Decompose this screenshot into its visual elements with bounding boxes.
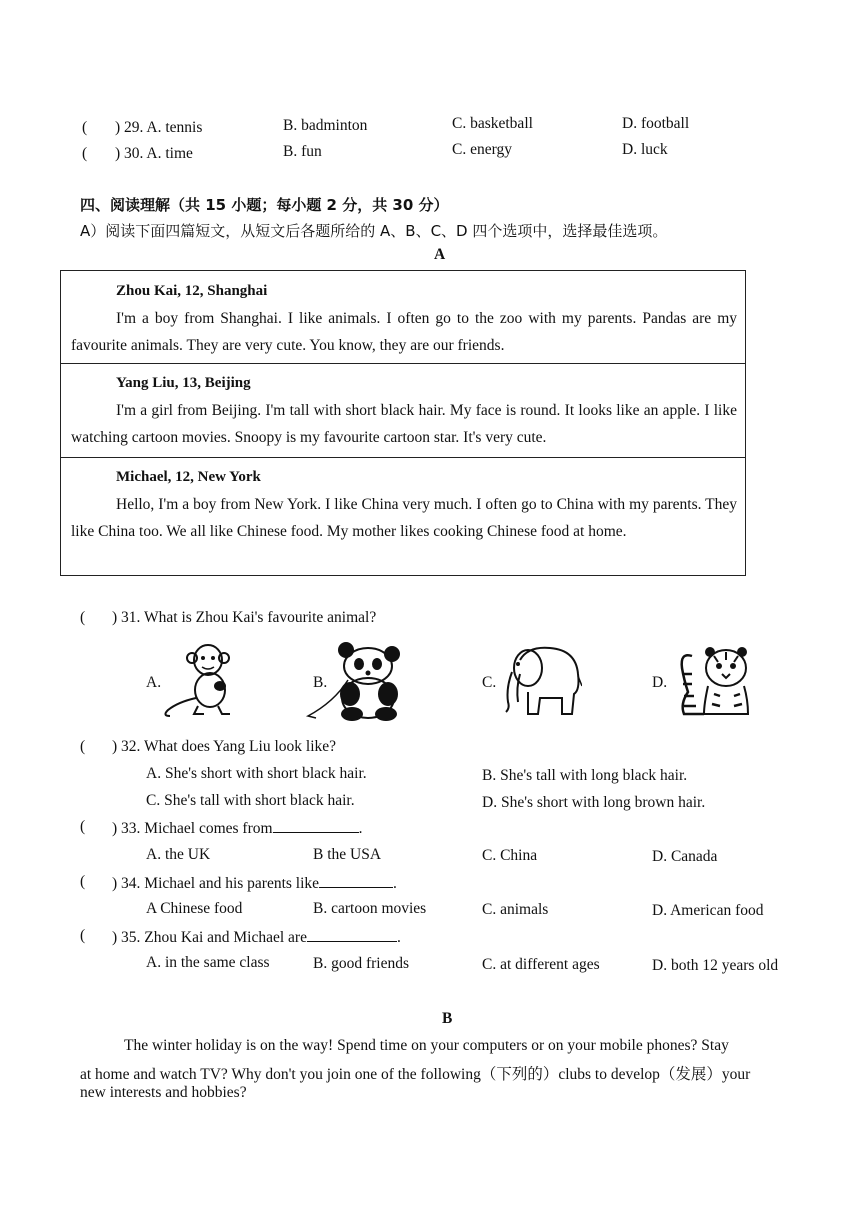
question-stem: ) 34. Michael and his parents like	[112, 875, 320, 892]
option-d-label: D.	[652, 674, 668, 691]
entry-title: Michael, 12, New York	[116, 469, 261, 485]
option-c: C. basketball	[452, 115, 533, 132]
option-d: D. both 12 years old	[652, 957, 779, 974]
answer-blank[interactable]	[319, 873, 393, 888]
elephant-icon	[500, 642, 582, 718]
answer-bracket[interactable]: (	[80, 818, 86, 835]
section-instruction: A）阅读下面四篇短文，从短文后各题所给的 A、B、C、D 四个选项中，选择最佳选项。	[80, 222, 668, 240]
option-a-label: A.	[146, 674, 162, 691]
question-stem: ) 33. Michael comes from	[112, 820, 273, 837]
answer-bracket[interactable]: (	[80, 873, 86, 890]
option-a: A. the UK	[146, 846, 211, 863]
section-title: 四、阅读理解（共 15 小题；每小题 2 分，共 30 分）	[80, 196, 449, 214]
tiger-icon	[674, 644, 752, 718]
answer-blank[interactable]	[273, 818, 359, 833]
divider	[61, 457, 745, 458]
answer-bracket[interactable]: (	[80, 927, 86, 944]
option-b: B. fun	[283, 143, 322, 160]
stem-end: .	[358, 820, 363, 837]
passage-a-box	[60, 270, 746, 576]
question-stem: ) 35. Zhou Kai and Michael are	[112, 929, 307, 946]
entry-title: Yang Liu, 13, Beijing	[116, 375, 251, 391]
option-d: D. luck	[622, 141, 668, 158]
option-b: B. good friends	[313, 955, 410, 972]
option-d: D. American food	[652, 902, 764, 919]
divider	[61, 363, 745, 364]
option-c: C. China	[482, 847, 538, 864]
option-b: B. cartoon movies	[313, 900, 427, 917]
stem-end: .	[396, 929, 401, 946]
passage-b-line: The winter holiday is on the way! Spend time on your computers or on your mobile phones? Stay	[124, 1037, 729, 1054]
option-c: C. animals	[482, 901, 549, 918]
passage-a-label: A	[434, 246, 446, 263]
panda-icon	[304, 640, 404, 722]
question-stem: ) 32. What does Yang Liu look like?	[112, 738, 337, 755]
option-c: C. energy	[452, 141, 512, 158]
option-d: D. She's short with long brown hair.	[482, 794, 706, 811]
option-c: C. She's tall with short black hair.	[146, 792, 355, 809]
answer-bracket[interactable]: (	[80, 609, 86, 626]
question-stem: ) 31. What is Zhou Kai's favourite animal?	[112, 609, 377, 626]
monkey-icon	[160, 640, 242, 720]
option-b: B. badminton	[283, 117, 368, 134]
passage-b-line: at home and watch TV? Why don't you join one of the following（下列的）clubs to develop（发展）your	[80, 1066, 751, 1083]
question-number: ) 30. A. time	[115, 145, 193, 162]
question-number: ) 29. A. tennis	[115, 119, 203, 136]
option-c-label: C.	[482, 674, 497, 691]
answer-bracket[interactable]: (	[82, 119, 88, 136]
entry-text: I'm a girl from Beijing. I'm tall with short black hair. My face is round. It looks like an apple. I like watching cartoon movies. Snoopy is my favourite cartoon star. It's very cute.	[71, 402, 737, 446]
option-a: A. She's short with short black hair.	[146, 765, 367, 782]
option-a: A. in the same class	[146, 954, 270, 971]
question-stem-line	[112, 927, 401, 947]
entry-text: Hello, I'm a boy from New York. I like China very much. I often go to China with my parents. They like China too. We all like Chinese food. My mother likes cooking Chinese food at home.	[71, 496, 737, 540]
answer-blank[interactable]	[307, 927, 397, 942]
answer-bracket[interactable]: (	[82, 145, 88, 162]
option-b-label: B.	[313, 674, 328, 691]
question-stem-line	[112, 818, 362, 838]
option-a: A Chinese food	[146, 900, 243, 917]
option-b: B the USA	[313, 846, 382, 863]
passage-b-line: new interests and hobbies?	[80, 1084, 247, 1101]
entry-text: I'm a boy from Shanghai. I like animals. I often go to the zoo with my parents. Pandas are my favourite animals. They are very cute. You know, they are our friends.	[71, 310, 737, 354]
option-d: D. football	[622, 115, 690, 132]
option-d: D. Canada	[652, 848, 718, 865]
entry-title: Zhou Kai, 12, Shanghai	[116, 283, 268, 299]
option-b: B. She's tall with long black hair.	[482, 767, 688, 784]
stem-end: .	[393, 875, 397, 892]
answer-bracket[interactable]: (	[80, 738, 86, 755]
option-c: C. at different ages	[482, 956, 600, 973]
passage-b-label: B	[442, 1010, 453, 1027]
question-stem-line	[112, 873, 397, 893]
